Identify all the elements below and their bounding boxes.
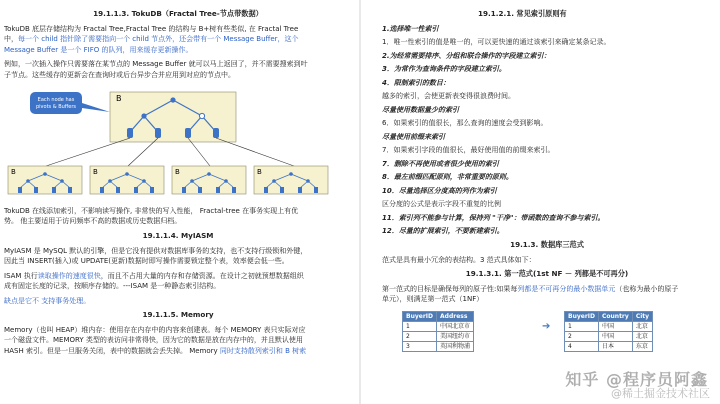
list-item: 11．索引列不能参与计算，保持列 "干净"：带函数的查询不参与索引。 xyxy=(382,213,605,222)
list-item: 越多的索引，会使更新表变得很浪费时间。 xyxy=(382,92,515,101)
paragraph-normal-forms: 范式是具有最小冗余的表结构。3 范式具体如下： xyxy=(382,255,536,264)
list-item: 1．唯一性索引的值是唯一的，可以更快速的通过该索引来确定某条记录。 xyxy=(382,38,611,47)
text-line: 子节点。这些缓存的更新会在查询时或后台异步合并应用到对应的节点中。 xyxy=(4,70,235,79)
section-heading-myisam: 19.1.1.4. MyIASM xyxy=(142,230,214,240)
table-cell: 中国 xyxy=(599,331,633,341)
paragraph-1nf xyxy=(382,284,712,305)
table-cell: 北京 xyxy=(632,331,652,341)
text-line xyxy=(4,271,352,282)
text-span: （也称为最小的原子 xyxy=(615,284,679,293)
svg-text:B: B xyxy=(175,168,180,177)
leaf-nodes xyxy=(8,166,328,194)
list-item: 12．尽量的扩展索引，不要新建索引。 xyxy=(382,227,504,236)
section-heading-normal-forms: 19.1.3. 数据库三范式 xyxy=(510,239,584,249)
isam-drawback: 缺点是它不 支持事务处理。 xyxy=(4,296,91,305)
paragraph-tokudb-intro xyxy=(4,24,352,56)
list-item: 6．如果索引的值很长，那么查询的速度会受到影响。 xyxy=(382,119,548,128)
list-item: 3．为常作为查询条件的字段建立索引。 xyxy=(382,65,506,74)
table-cell: 4 xyxy=(565,341,599,351)
list-item: 尽量使用数据量少的索引 xyxy=(382,105,459,114)
paragraph-memory xyxy=(4,325,352,357)
callout-line-2: pivots & Buffers xyxy=(35,104,77,111)
table-cell: 东京 xyxy=(632,341,652,351)
svg-text:B: B xyxy=(93,168,98,177)
column-header: BuyerID xyxy=(565,311,599,321)
arrow-right-icon: ➔ xyxy=(542,320,551,332)
table-cell: 1 xyxy=(403,321,437,331)
svg-text:B: B xyxy=(257,168,262,177)
text-span: 中， xyxy=(4,35,18,44)
list-item: 2.为经常需要排序、分组和联合操作的字段建立索引： xyxy=(382,51,551,60)
right-page xyxy=(362,0,720,404)
text-line: TokuDB 在线添加索引，不影响读写操作, 非常快的写入性能， Fractal-tree 在事务实现上有优 xyxy=(4,206,299,215)
country-city-table xyxy=(564,311,653,352)
text-span: ，而且不占用大量的内存和存储资源。在设计之初就预想数据组织 xyxy=(100,271,304,280)
text-line xyxy=(4,346,352,357)
text-line: TokuDB 底层存储结构为 Fractal Tree,Fractal Tree 的结构与 B+树有些类似, 在 Fractal Tree xyxy=(4,24,299,33)
root-node-label: B xyxy=(116,94,122,104)
watermark: 知乎 @程序员阿鑫 xyxy=(565,370,708,389)
svg-text:B: B xyxy=(11,168,16,177)
table-cell: 英国利物浦 xyxy=(437,341,474,351)
address-table xyxy=(402,311,474,352)
list-item: 10．尽量选择区分度高的列作为索引 xyxy=(382,186,497,195)
table-cell: 1 xyxy=(565,321,599,331)
text-line: 势。 他主要适用于访问频率不高的数据或历史数据归档。 xyxy=(4,217,182,226)
paragraph-isam xyxy=(4,271,352,292)
section-heading-memory: 19.1.1.5. Memory xyxy=(142,310,214,320)
column-header: Country xyxy=(599,311,633,321)
list-item: 7．如果索引字段的值很长，最好使用值的前缀来索引。 xyxy=(382,146,555,155)
text-line: 成有固定长度的记录，按顺序存储的。---ISAM 是一种静态索引结构。 xyxy=(4,282,221,291)
callout-box xyxy=(30,92,82,114)
list-item: 区分度的公式是表示字段不重复的比例 xyxy=(382,200,501,209)
column-header: City xyxy=(632,311,652,321)
table-cell: 2 xyxy=(403,331,437,341)
table-cell: 北京 xyxy=(632,321,652,331)
paragraph-tokudb-example xyxy=(4,59,352,80)
text-line xyxy=(4,34,352,45)
paragraph-myisam xyxy=(4,246,352,267)
table-cell: 中国 xyxy=(599,321,633,331)
highlight-text: 每一个 child 指针除了需要指向一个 child 节点外，还会带有一个 Message Buffer，这个 xyxy=(18,35,299,44)
list-item: 尽量使用前缀来索引 xyxy=(382,132,445,141)
text-span: 第一范式的目标是确保每列的原子性:如果每 xyxy=(382,284,518,293)
section-heading-index-principles: 19.1.2.1. 常见索引原则有 xyxy=(478,9,567,18)
section-heading-1nf: 19.1.3.1. 第一范式(1st NF － 列都是不可再分) xyxy=(465,269,629,279)
text-line: 例如，一次插入操作只需要落在某节点的 Message Buffer 就可以马上返回了，并不需要搜索到叶 xyxy=(4,60,308,69)
table-cell: 3 xyxy=(403,341,437,351)
fractal-tree-diagram xyxy=(4,86,352,196)
text-line: 一个磁盘文件。MEMORY 类型的表访问非常得快，因为它的数据是放在内存中的，并且默认使用 xyxy=(4,336,303,345)
list-item: 1.选择唯一性索引 xyxy=(382,24,439,33)
column-header: BuyerID xyxy=(403,311,437,321)
list-item: 4．限制索引的数目： xyxy=(382,78,450,87)
highlight-text: Message Buffer 是一个 FIFO 的队列，用来缓存更新操作。 xyxy=(4,45,193,54)
text-span: ISAM 执行 xyxy=(4,271,38,280)
section-heading-tokudb: 19.1.1.3. TokuDB（Fractal Tree-节点带数据） xyxy=(93,9,263,18)
watermark-sub: @稀土掘金技术社区 xyxy=(611,386,710,400)
table-cell: 2 xyxy=(565,331,599,341)
left-page xyxy=(0,0,358,404)
highlight-text: 读取操作的速度很快 xyxy=(37,271,101,280)
table-cell: 日本 xyxy=(599,341,633,351)
highlight-text: 列都是不可再分的最小数据单元 xyxy=(517,284,616,293)
text-span: HASH 索引。但是一旦服务关闭，表中的数据就会丢失掉。 Memory xyxy=(4,346,220,355)
list-item: 8．最左前缀匹配原则，非常重要的原则。 xyxy=(382,173,513,182)
text-line: 单元），则满足第一范式（1NF） xyxy=(382,295,484,304)
paragraph-tokudb-summary xyxy=(4,206,352,227)
callout-line-1: Each node has xyxy=(37,97,75,104)
principles-list xyxy=(382,24,712,237)
table-cell: 美国纽约市 xyxy=(437,331,474,341)
text-line: MyIASM 是 MySQL 默认的引擎，但是它没有提供对数据库事务的支持，也不支持行级锁和外键， xyxy=(4,246,308,255)
list-item: 7．删除不再使用或者很少使用的索引 xyxy=(382,159,499,168)
callout-pointer xyxy=(82,103,110,112)
highlight-text: 同时支持散列索引和 B 树索 xyxy=(219,346,307,355)
page-divider xyxy=(359,0,361,404)
text-line xyxy=(382,284,712,295)
text-line: 因此当 INSERT(插入)或 UPDATE(更新)数据时即写操作需要锁定整个表，效率便会低一些。 xyxy=(4,257,289,266)
table-cell: 中国北京市 xyxy=(437,321,474,331)
column-header: Address xyxy=(437,311,474,321)
text-line: Memory（也叫 HEAP）堆内存：使用存在内存中的内容来创建表。每个 MEMORY 表只实际对应 xyxy=(4,325,306,334)
